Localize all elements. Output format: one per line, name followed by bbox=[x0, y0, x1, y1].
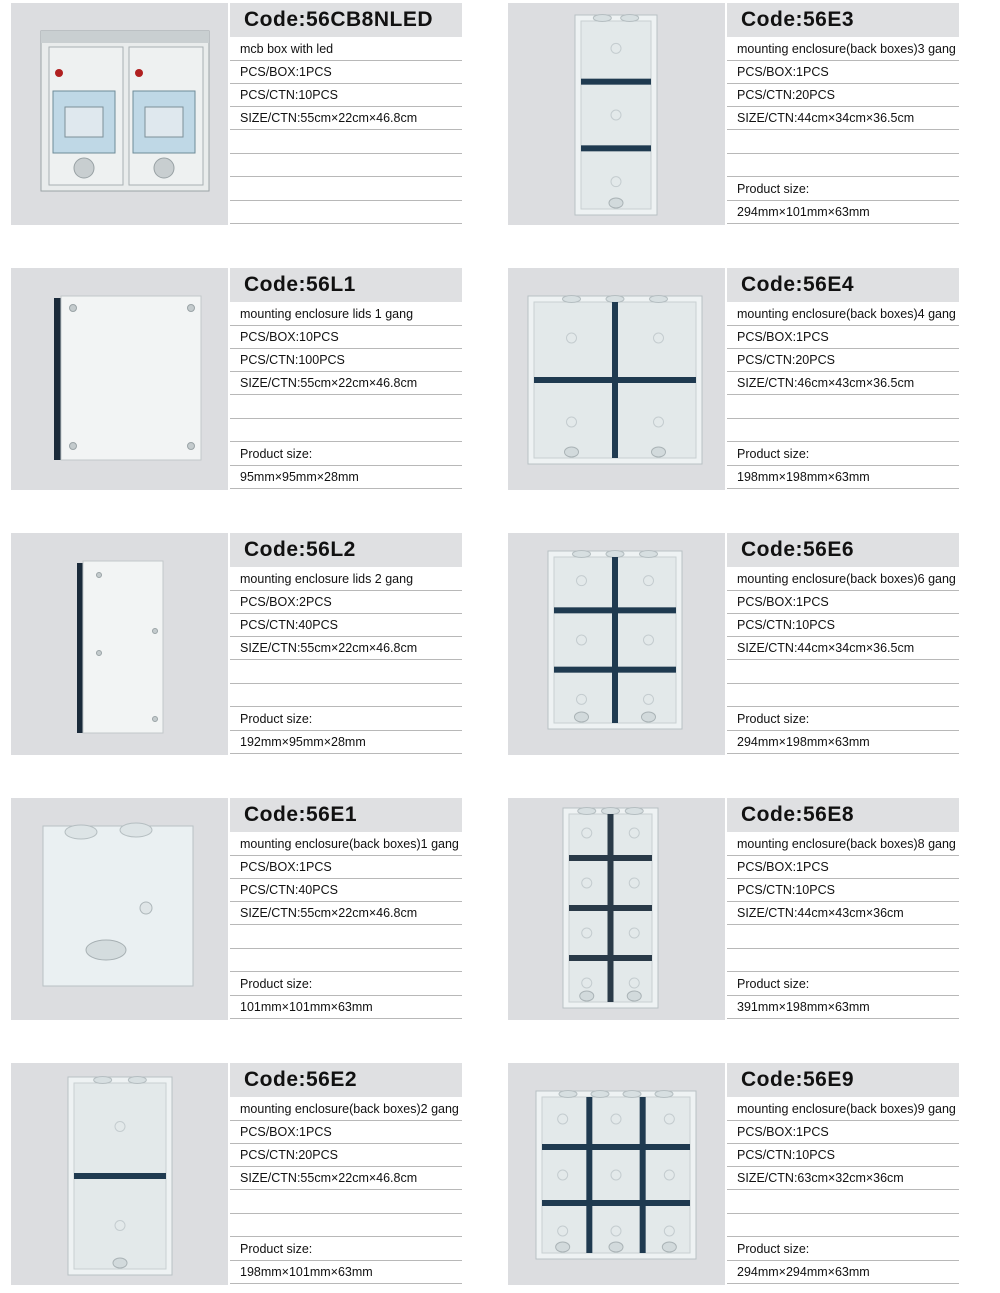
product-code: Code:56E3 bbox=[727, 3, 959, 37]
product-info bbox=[230, 3, 462, 225]
product-card bbox=[11, 533, 461, 755]
spec-row: mounting enclosure(back boxes)9 gang bbox=[727, 1098, 959, 1121]
product-code: Code:56E6 bbox=[727, 533, 959, 567]
spec-row bbox=[230, 949, 462, 972]
product-info bbox=[727, 3, 959, 225]
spec-row: PCS/BOX:2PCS bbox=[230, 591, 462, 614]
spec-row: mounting enclosure(back boxes)6 gang bbox=[727, 568, 959, 591]
spec-row: SIZE/CTN:55cm×22cm×46.8cm bbox=[230, 1167, 462, 1190]
spec-row: mounting enclosure(back boxes)1 gang bbox=[230, 833, 462, 856]
spec-row: mounting enclosure(back boxes)3 gang bbox=[727, 38, 959, 61]
spec-row: Product size: bbox=[230, 708, 462, 731]
spec-row: SIZE/CTN:55cm×22cm×46.8cm bbox=[230, 902, 462, 925]
spec-row: Product size: bbox=[230, 443, 462, 466]
spec-row: 198mm×101mm×63mm bbox=[230, 1261, 462, 1284]
product-card bbox=[11, 268, 461, 490]
spec-row: PCS/CTN:100PCS bbox=[230, 349, 462, 372]
spec-row bbox=[727, 949, 959, 972]
product-info bbox=[727, 268, 959, 490]
product-code: Code:56L1 bbox=[230, 268, 462, 302]
spec-row: PCS/CTN:40PCS bbox=[230, 614, 462, 637]
product-info bbox=[727, 533, 959, 755]
back-box-3-gang-photo-icon bbox=[508, 3, 725, 225]
spec-row: PCS/CTN:20PCS bbox=[230, 1144, 462, 1167]
product-code: Code:56CB8NLED bbox=[230, 3, 462, 37]
spec-row bbox=[230, 201, 462, 224]
spec-row bbox=[727, 684, 959, 707]
spec-row: SIZE/CTN:55cm×22cm×46.8cm bbox=[230, 372, 462, 395]
product-code: Code:56E9 bbox=[727, 1063, 959, 1097]
spec-row bbox=[230, 684, 462, 707]
spec-row: PCS/BOX:1PCS bbox=[727, 1121, 959, 1144]
product-info bbox=[727, 798, 959, 1020]
spec-row: 294mm×101mm×63mm bbox=[727, 201, 959, 224]
spec-row bbox=[727, 1191, 959, 1214]
spec-row: SIZE/CTN:44cm×34cm×36.5cm bbox=[727, 637, 959, 660]
spec-row bbox=[727, 131, 959, 154]
spec-row: SIZE/CTN:44cm×43cm×36cm bbox=[727, 902, 959, 925]
product-card bbox=[508, 798, 958, 1020]
spec-row bbox=[230, 178, 462, 201]
spec-row: SIZE/CTN:46cm×43cm×36.5cm bbox=[727, 372, 959, 395]
product-card bbox=[11, 3, 461, 225]
product-card bbox=[11, 798, 461, 1020]
spec-row: PCS/CTN:10PCS bbox=[727, 614, 959, 637]
spec-row bbox=[230, 1214, 462, 1237]
spec-row: 391mm×198mm×63mm bbox=[727, 996, 959, 1019]
spec-row: SIZE/CTN:55cm×22cm×46.8cm bbox=[230, 107, 462, 130]
spec-row bbox=[727, 419, 959, 442]
spec-row: Product size: bbox=[727, 708, 959, 731]
spec-row: PCS/BOX:1PCS bbox=[727, 61, 959, 84]
spec-row: Product size: bbox=[727, 973, 959, 996]
spec-row: PCS/CTN:10PCS bbox=[230, 84, 462, 107]
back-box-1-gang-photo-icon bbox=[11, 798, 228, 1020]
mcb-box-photo-icon bbox=[11, 3, 228, 225]
spec-row: 294mm×198mm×63mm bbox=[727, 731, 959, 754]
spec-row: PCS/BOX:1PCS bbox=[727, 326, 959, 349]
spec-row: mounting enclosure(back boxes)8 gang bbox=[727, 833, 959, 856]
product-code: Code:56E2 bbox=[230, 1063, 462, 1097]
spec-row: PCS/CTN:10PCS bbox=[727, 1144, 959, 1167]
product-code: Code:56E1 bbox=[230, 798, 462, 832]
spec-row: PCS/BOX:1PCS bbox=[230, 61, 462, 84]
spec-row: Product size: bbox=[727, 178, 959, 201]
spec-row: SIZE/CTN:44cm×34cm×36.5cm bbox=[727, 107, 959, 130]
spec-row bbox=[230, 1191, 462, 1214]
spec-row: PCS/CTN:20PCS bbox=[727, 84, 959, 107]
spec-row bbox=[727, 396, 959, 419]
spec-row: mounting enclosure lids 2 gang bbox=[230, 568, 462, 591]
spec-row: 95mm×95mm×28mm bbox=[230, 466, 462, 489]
spec-row bbox=[727, 661, 959, 684]
lid-2-gang-photo-icon bbox=[11, 533, 228, 755]
spec-row: SIZE/CTN:63cm×32cm×36cm bbox=[727, 1167, 959, 1190]
back-box-9-gang-photo-icon bbox=[508, 1063, 725, 1285]
spec-row: mcb box with led bbox=[230, 38, 462, 61]
spec-row: PCS/BOX:1PCS bbox=[230, 856, 462, 879]
spec-row bbox=[230, 419, 462, 442]
spec-row: PCS/BOX:1PCS bbox=[727, 856, 959, 879]
spec-row: mounting enclosure(back boxes)2 gang bbox=[230, 1098, 462, 1121]
back-box-2-gang-photo-icon bbox=[11, 1063, 228, 1285]
product-code: Code:56L2 bbox=[230, 533, 462, 567]
spec-row: PCS/CTN:40PCS bbox=[230, 879, 462, 902]
product-info bbox=[727, 1063, 959, 1285]
spec-row: SIZE/CTN:55cm×22cm×46.8cm bbox=[230, 637, 462, 660]
spec-row bbox=[230, 661, 462, 684]
spec-row: Product size: bbox=[727, 1238, 959, 1261]
spec-row bbox=[727, 926, 959, 949]
spec-row bbox=[727, 1214, 959, 1237]
product-card bbox=[11, 1063, 461, 1285]
spec-row: PCS/BOX:1PCS bbox=[727, 591, 959, 614]
spec-row bbox=[230, 396, 462, 419]
product-code: Code:56E8 bbox=[727, 798, 959, 832]
product-info bbox=[230, 533, 462, 755]
spec-row: PCS/BOX:10PCS bbox=[230, 326, 462, 349]
spec-row: 198mm×198mm×63mm bbox=[727, 466, 959, 489]
spec-row: 101mm×101mm×63mm bbox=[230, 996, 462, 1019]
product-info bbox=[230, 1063, 462, 1285]
spec-row: Product size: bbox=[230, 1238, 462, 1261]
product-info bbox=[230, 798, 462, 1020]
spec-row bbox=[230, 154, 462, 177]
product-card bbox=[508, 268, 958, 490]
product-card bbox=[508, 1063, 958, 1285]
lid-1-gang-photo-icon bbox=[11, 268, 228, 490]
spec-row: 192mm×95mm×28mm bbox=[230, 731, 462, 754]
spec-row bbox=[727, 154, 959, 177]
spec-row bbox=[230, 131, 462, 154]
product-card bbox=[508, 533, 958, 755]
spec-row bbox=[230, 926, 462, 949]
back-box-8-gang-photo-icon bbox=[508, 798, 725, 1020]
product-code: Code:56E4 bbox=[727, 268, 959, 302]
spec-row: Product size: bbox=[230, 973, 462, 996]
product-info bbox=[230, 268, 462, 490]
spec-row: PCS/CTN:20PCS bbox=[727, 349, 959, 372]
back-box-4-gang-photo-icon bbox=[508, 268, 725, 490]
spec-row: PCS/CTN:10PCS bbox=[727, 879, 959, 902]
spec-row: PCS/BOX:1PCS bbox=[230, 1121, 462, 1144]
spec-row: Product size: bbox=[727, 443, 959, 466]
product-card bbox=[508, 3, 958, 225]
spec-row: 294mm×294mm×63mm bbox=[727, 1261, 959, 1284]
spec-row: mounting enclosure(back boxes)4 gang bbox=[727, 303, 959, 326]
spec-row: mounting enclosure lids 1 gang bbox=[230, 303, 462, 326]
back-box-6-gang-photo-icon bbox=[508, 533, 725, 755]
